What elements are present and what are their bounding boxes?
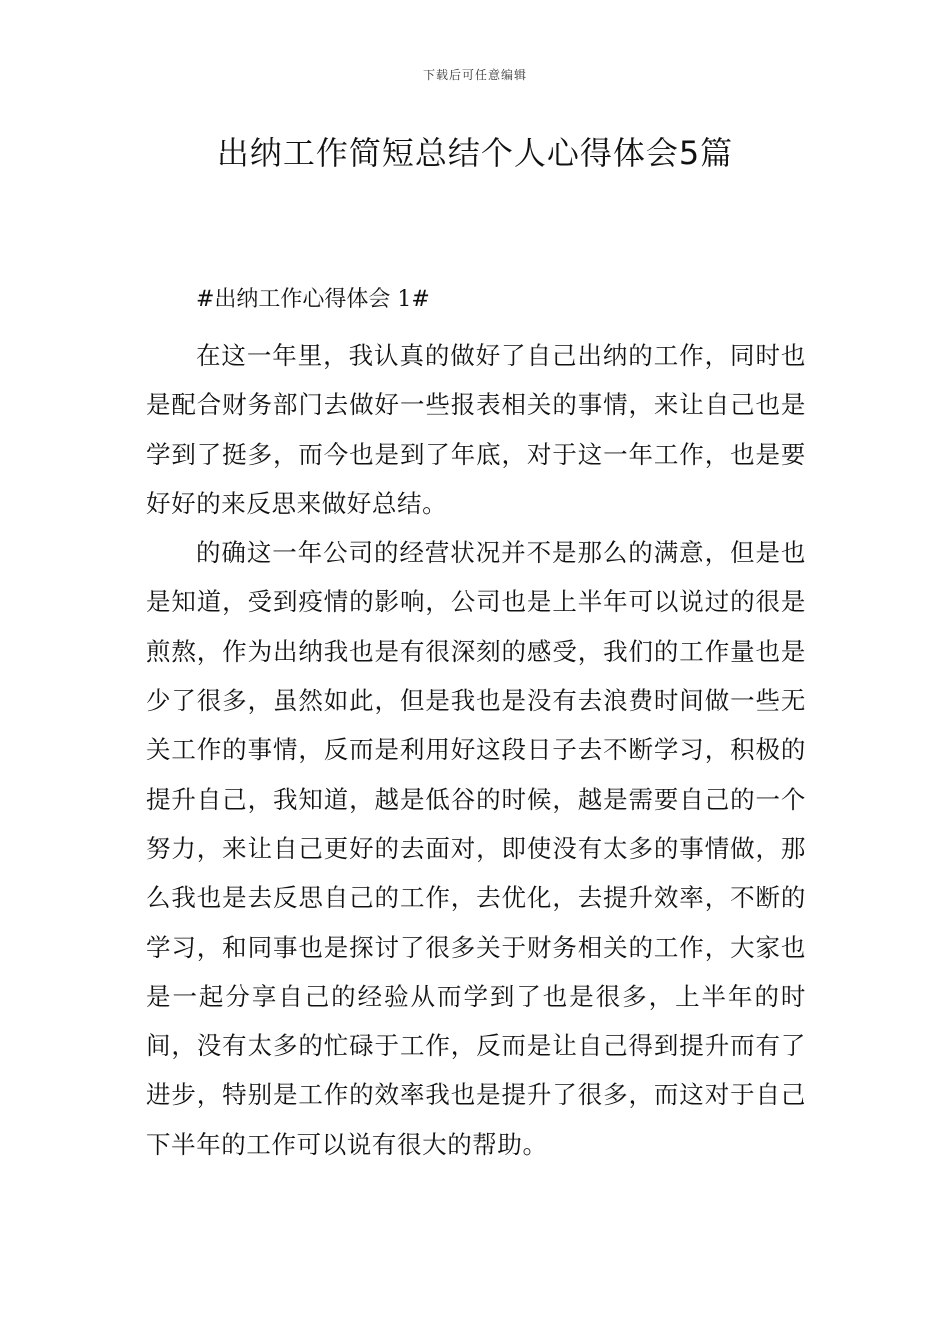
document-title: 出纳工作简短总结个人心得体会5篇 bbox=[216, 134, 734, 172]
paragraph: 在这一年里，我认真的做好了自己出纳的工作，同时也是配合财务部门去做好一些报表相关的事情，来让自己也是学到了挺多，而今也是到了年底，对于这一年工作，也是要好好的来反思来做好总结。 bbox=[146, 341, 806, 518]
paragraph: 的确这一年公司的经营状况并不是那么的满意，但是也是知道，受到疫情的影响，公司也是上半年可以说过的很是煎熬，作为出纳我也是有很深刻的感受，我们的工作量也是少了很多，虽然如此，但是我也是没有去浪费时间做一些无关工作的事情，反而是利用好这段日子去不断学习，积极的提升自己，我知道，越是低谷的时候，越是需要自己的一个努力，来让自己更好的去面对，即使没有太多的事情做，那么我也是去反思自己的工作，去优化，去提升效率，不断的学习，和同事也是探讨了很多关于财务相关的工作，大家也是一起分享自己的经验从而学到了也是很多，上半年的时间，没有太多的忙碌于工作，反而是让自己得到提升而有了进步，特别是工作的效率我也是提升了很多，而这对于自己下半年的工作可以说有很大的帮助。 bbox=[146, 538, 806, 1159]
section-heading: #出纳工作心得体会 1# bbox=[196, 287, 430, 312]
document-body bbox=[146, 282, 806, 1169]
header-note: 下载后可任意编辑 bbox=[422, 68, 527, 82]
